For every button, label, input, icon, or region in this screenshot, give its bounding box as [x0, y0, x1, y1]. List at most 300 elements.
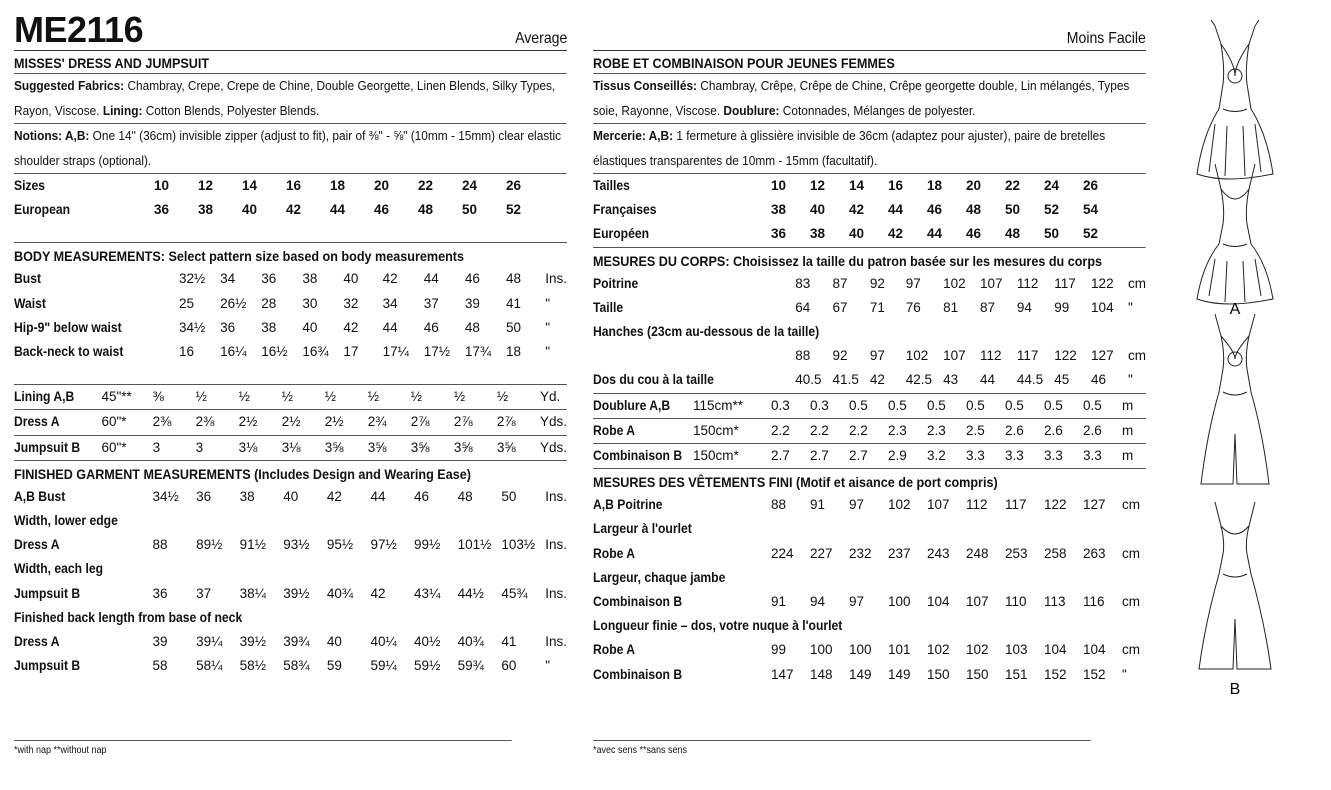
cell-value: 46: [1091, 372, 1107, 388]
header: [593, 8, 1146, 51]
unit: m: [1122, 448, 1134, 464]
table-row: [593, 566, 1146, 590]
table-row: [593, 663, 1146, 687]
cell-value: 91: [810, 497, 826, 513]
cell-value: 76: [905, 299, 921, 315]
cell-value: ½: [195, 389, 207, 405]
table-row: [14, 316, 567, 340]
notions-label: Mercerie: A,B:: [593, 128, 674, 143]
cell-value: 107: [966, 594, 989, 610]
cell-value: 102: [905, 348, 929, 364]
table-row: [14, 654, 567, 678]
cell-value: 48: [1005, 226, 1021, 242]
cell-value: 42: [888, 226, 904, 242]
cell-value: 40: [302, 319, 318, 335]
cell-value: 52: [506, 202, 522, 218]
cell-value: 39½: [283, 585, 310, 601]
row-label: [593, 368, 727, 392]
cell-value: 50: [1005, 202, 1021, 218]
cell-value: 3⅝: [496, 439, 516, 455]
row-label-text: Poitrine: [593, 275, 639, 291]
cell-value: 40: [343, 271, 359, 287]
notions-paragraph: [593, 124, 1145, 174]
cell-value: 17¾: [464, 344, 492, 360]
body-measurements-heading: MESURES DU CORPS: Choisissez la taille du patron basée sur les mesures du corps: [593, 247, 1145, 272]
cell-value: 2.7: [810, 448, 829, 464]
row-label-text: Robe A: [593, 642, 636, 658]
divider: [14, 222, 567, 243]
cell-value: 40: [810, 202, 826, 218]
table-row: [593, 344, 1146, 368]
cell-value: 43: [943, 372, 959, 388]
sizes-table: [14, 174, 567, 222]
unit: Ins.: [545, 488, 567, 504]
cell-value: 40: [849, 226, 865, 242]
cell-value: 224: [771, 545, 794, 561]
row-label: [14, 340, 136, 364]
cell-value: 40¾: [457, 634, 484, 650]
divider: [14, 364, 567, 385]
fabric-width: [102, 198, 154, 222]
cell-value: 71: [869, 299, 885, 315]
cell-value: 46: [414, 488, 430, 504]
cell-value: 151: [1005, 666, 1028, 682]
table-row: [593, 296, 1146, 320]
cell-value: 34½: [152, 488, 179, 504]
row-label: [14, 267, 136, 291]
cell-value: 2.2: [810, 422, 829, 438]
footnote-en: *with nap **without nap: [14, 740, 512, 756]
cell-value: 58¼: [196, 658, 223, 674]
cell-value: 81: [943, 299, 959, 315]
fabric-width: [693, 542, 771, 566]
cell-value: 104: [1083, 642, 1106, 658]
cell-value: 107: [927, 497, 950, 513]
cell-value: 44: [979, 372, 996, 388]
cell-value: 20: [966, 178, 982, 193]
cell-value: 36: [196, 488, 212, 504]
cell-value: 67: [832, 299, 848, 315]
fabrics-paragraph: [593, 74, 1145, 124]
cell-value: 18: [505, 344, 521, 360]
fabric-width: [727, 296, 795, 320]
cell-value: 42: [343, 319, 359, 335]
header: [14, 8, 567, 51]
finished-measurements-heading: FINISHED GARMENT MEASUREMENTS (Includes Design and Wearing Ease): [14, 465, 471, 482]
unit: ": [545, 658, 551, 674]
cell-value: 127: [1091, 348, 1114, 364]
notions-label: Notions: A,B:: [14, 128, 90, 143]
table-row: [14, 340, 567, 364]
row-label: [593, 590, 693, 614]
cell-value: 38¼: [239, 585, 266, 601]
cell-value: 2.6: [1005, 422, 1024, 438]
cell-value: 40: [242, 202, 258, 218]
table-row: [14, 582, 567, 606]
notions-paragraph: [14, 124, 566, 174]
cell-value: 3: [195, 439, 204, 455]
cell-value: 99: [1054, 299, 1070, 315]
cell-value: 248: [966, 545, 989, 561]
cell-value: 3⅝: [367, 439, 387, 455]
row-label-text: Doublure A,B: [593, 397, 671, 413]
cell-value: 18: [927, 178, 943, 193]
cell-value: 95½: [326, 537, 354, 553]
cell-value: ½: [453, 389, 466, 405]
notions-text: One 14" (36cm) invisible zipper (adjust to fit), pair of ⅜" - ⅝" (10mm - 15mm) clear elastic shoulder straps (optional).: [14, 128, 562, 168]
cell-value: 42: [286, 202, 302, 218]
fabric-width: [136, 292, 179, 316]
cell-value: 50: [462, 202, 478, 218]
fabric-width: [136, 267, 179, 291]
table-row: [593, 614, 1146, 638]
cell-value: 104: [1044, 642, 1067, 658]
cell-value: 16: [888, 178, 904, 193]
notions-text: 1 fermeture à glissière invisible de 36cm (adaptez pour ajuster), paire de bretelles élastiques transparentes de 10mm - 15mm (facultatif).: [593, 128, 1106, 168]
cell-value: 12: [810, 178, 826, 193]
cell-value: 39½: [239, 634, 266, 650]
row-label-text: Width, lower edge: [14, 513, 118, 529]
fabric-width: [693, 590, 771, 614]
cell-value: 39¾: [283, 634, 310, 650]
cell-value: 44½: [457, 585, 484, 601]
cell-value: 3.3: [1005, 448, 1024, 464]
pattern-title: MISSES' DRESS AND JUMPSUIT: [14, 51, 566, 74]
yardage-table: [593, 393, 1146, 470]
row-label: [593, 614, 1146, 638]
cell-value: 2⅜: [195, 414, 215, 430]
fabric-width: [693, 174, 771, 198]
cell-value: 100: [888, 594, 911, 610]
cell-value: 97: [849, 594, 865, 610]
cell-value: 88: [152, 537, 168, 553]
lining-text: Cotton Blends, Polyester Blends.: [142, 102, 320, 118]
finished-measurements-table: [14, 485, 567, 679]
row-label: [14, 485, 102, 509]
yardage-table: [14, 385, 567, 461]
cell-value: 3.2: [927, 448, 946, 464]
cell-value: 26: [1083, 178, 1099, 193]
cell-value: 148: [810, 666, 833, 682]
fabric-width: [693, 493, 771, 517]
pattern-code: ME2116: [14, 9, 144, 50]
cell-value: 38: [771, 202, 787, 218]
cell-value: 54: [1083, 202, 1099, 218]
english-column: [14, 8, 567, 678]
table-row: [593, 272, 1146, 296]
row-label: [14, 509, 567, 533]
cell-value: 18: [330, 178, 346, 193]
cell-value: 52: [1044, 202, 1060, 218]
row-label: [593, 566, 1146, 590]
row-label: [14, 174, 102, 198]
cell-value: 91: [771, 594, 787, 610]
table-row: [14, 557, 567, 581]
cell-value: 36: [220, 319, 236, 335]
cell-value: 38: [198, 202, 214, 218]
cell-value: 0.5: [849, 397, 868, 413]
unit: ": [1128, 299, 1133, 315]
cell-value: 2.3: [888, 422, 907, 438]
cell-value: 232: [849, 545, 872, 561]
unit: cm: [1128, 275, 1146, 291]
cell-value: 40.5: [795, 372, 822, 388]
lining-label: Lining:: [102, 102, 143, 118]
cell-value: 48: [505, 271, 521, 287]
cell-value: ½: [410, 389, 423, 405]
cell-value: 122: [1044, 497, 1067, 513]
row-label-text: Lining A,B: [14, 389, 75, 405]
fabric-width: [727, 344, 795, 368]
row-label-text: Hanches (23cm au-dessous de la taille): [593, 324, 820, 340]
difficulty-label: Average: [514, 30, 567, 47]
cell-value: 50: [1044, 226, 1060, 242]
cell-value: 0.5: [1005, 397, 1024, 413]
cell-value: 32½: [179, 271, 206, 287]
body-measurements-table: [593, 272, 1146, 393]
cell-value: 46: [464, 271, 480, 287]
cell-value: 122: [1091, 275, 1114, 291]
cell-value: 103½: [501, 537, 536, 553]
unit: Ins.: [545, 585, 567, 601]
row-label: [593, 418, 693, 443]
cell-value: 40¼: [370, 634, 397, 650]
fabrics-label: Tissus Conseillés:: [593, 78, 698, 93]
table-row: [593, 320, 1146, 344]
cell-value: 112: [966, 497, 988, 513]
cell-value: ½: [238, 389, 250, 405]
cell-value: 113: [1044, 594, 1066, 610]
cell-value: 2.9: [888, 448, 907, 464]
cell-value: 122: [1054, 348, 1077, 364]
cell-value: 17½: [423, 344, 451, 360]
fabric-width: [102, 654, 153, 678]
cell-value: 58½: [239, 658, 266, 674]
cell-value: 14: [242, 178, 258, 193]
cell-value: 88: [795, 348, 811, 364]
row-label: [14, 435, 101, 460]
cell-value: 38: [810, 226, 826, 242]
cell-value: 46: [927, 202, 943, 218]
cell-value: 3⅛: [281, 439, 301, 455]
row-label-text: Robe A: [593, 422, 636, 438]
fabric-width: [693, 222, 771, 246]
cell-value: 152: [1083, 666, 1106, 682]
unit: m: [1122, 397, 1134, 413]
cell-value: 94: [810, 594, 826, 610]
table-row: [14, 292, 567, 316]
finished-measurements-heading: MESURES DES VÊTEMENTS FINI (Motif et aisance de port compris): [593, 474, 998, 491]
row-label: [14, 630, 102, 654]
fabric-width: [727, 272, 795, 296]
cell-value: 42: [370, 585, 386, 601]
cell-value: 52: [1083, 226, 1099, 242]
cell-value: 112: [979, 348, 1002, 364]
row-label-text: Combinaison B: [593, 448, 683, 464]
cell-value: 59½: [414, 658, 441, 674]
fabrics-text: Chambray, Crepe, Crepe de Chine, Double Georgette, Linen Blends, Silky Types, Rayon, Viscose.: [14, 78, 556, 118]
cell-value: 44: [382, 319, 398, 335]
difficulty-label: Moins Facile: [1066, 30, 1146, 47]
table-row: [14, 485, 567, 509]
row-label: [593, 344, 727, 368]
unit: ": [1128, 372, 1133, 388]
dress-a-back-illustration: [1197, 164, 1273, 304]
cell-value: 41: [501, 634, 517, 650]
cell-value: 2.6: [1044, 422, 1063, 438]
fabric-width: 60"*: [101, 414, 127, 430]
row-label-text: Hip-9" below waist: [14, 319, 122, 335]
unit: cm: [1122, 642, 1140, 658]
cell-value: 24: [1044, 178, 1060, 193]
cell-value: 60: [501, 658, 517, 674]
illustration-label-a: A: [1229, 301, 1241, 318]
cell-value: 2½: [281, 414, 301, 430]
row-label: [14, 410, 101, 435]
cell-value: 46: [374, 202, 390, 218]
cell-value: 40½: [414, 634, 441, 650]
cell-value: 152: [1044, 666, 1067, 682]
row-label: [14, 557, 567, 581]
cell-value: 39: [152, 634, 168, 650]
cell-value: 97: [849, 497, 865, 513]
cell-value: 2⅞: [496, 414, 516, 430]
cell-value: 3: [152, 439, 161, 455]
unit: cm: [1122, 594, 1140, 610]
cell-value: 44: [423, 271, 439, 287]
cell-value: 3.3: [966, 448, 985, 464]
row-label: [14, 606, 567, 630]
row-label-text: Combinaison B: [593, 594, 683, 610]
row-label-text: Tailles: [593, 178, 630, 193]
cell-value: 127: [1083, 497, 1106, 513]
cell-value: 0.5: [1044, 397, 1063, 413]
row-label: [14, 654, 102, 678]
table-row: [593, 393, 1146, 418]
table-row: [593, 368, 1146, 392]
cell-value: 59¾: [457, 658, 484, 674]
table-row: [14, 198, 567, 222]
unit: ": [545, 344, 551, 360]
cell-value: 0.5: [888, 397, 907, 413]
unit: m: [1122, 422, 1134, 438]
unit: [1122, 222, 1146, 246]
cell-value: 91½: [239, 537, 266, 553]
cell-value: 44: [888, 202, 904, 218]
cell-value: 0.5: [1083, 397, 1102, 413]
row-label-text: Dress A: [14, 537, 60, 553]
row-label: [14, 316, 136, 340]
row-label-text: Largeur à l'ourlet: [593, 521, 692, 537]
row-label-text: Largeur, chaque jambe: [593, 569, 726, 585]
cell-value: 243: [927, 545, 950, 561]
cell-value: 2.7: [771, 448, 790, 464]
cell-value: 150: [966, 666, 989, 682]
table-row: [14, 385, 567, 410]
cell-value: 38: [261, 319, 277, 335]
table-row: [593, 198, 1146, 222]
cell-value: 37: [423, 295, 439, 311]
cell-value: 40¾: [326, 585, 354, 601]
cell-value: 42: [849, 202, 865, 218]
table-row: [14, 267, 567, 291]
cell-value: 2.2: [771, 422, 790, 438]
french-column: [593, 8, 1146, 687]
fabric-width: 150cm*: [693, 422, 739, 438]
cell-value: 16¾: [302, 344, 329, 360]
table-row: [593, 517, 1146, 541]
cell-value: 34½: [179, 319, 206, 335]
fabrics-paragraph: [14, 74, 566, 124]
cell-value: 2.5: [966, 422, 985, 438]
table-row: [593, 222, 1146, 246]
cell-value: 3⅝: [410, 439, 430, 455]
cell-value: 2.2: [849, 422, 868, 438]
row-label: [14, 582, 102, 606]
cell-value: 104: [927, 594, 950, 610]
unit: [550, 198, 567, 222]
cell-value: 150: [927, 666, 950, 682]
sizes-table: [593, 174, 1146, 247]
cell-value: 59¼: [370, 658, 397, 674]
table-row: [593, 493, 1146, 517]
lining-text: Cotonnades, Mélanges de polyester.: [779, 102, 976, 118]
fabric-width: [102, 174, 154, 198]
cell-value: 58¾: [283, 658, 310, 674]
row-label: [593, 542, 693, 566]
table-row: [14, 509, 567, 533]
unit: [1122, 174, 1146, 198]
garment-illustrations: [1185, 14, 1285, 704]
cell-value: 16: [179, 344, 195, 360]
cell-value: 38: [239, 488, 255, 504]
row-label-text: European: [14, 202, 71, 218]
cell-value: 258: [1044, 545, 1067, 561]
cell-value: 44: [330, 202, 346, 218]
cell-value: 48: [464, 319, 480, 335]
cell-value: 227: [810, 545, 833, 561]
row-label: [593, 493, 693, 517]
row-label: [14, 533, 102, 557]
table-row: [593, 590, 1146, 614]
cell-value: 117: [1016, 348, 1039, 364]
cell-value: 104: [1091, 299, 1114, 315]
cell-value: 116: [1083, 594, 1105, 610]
unit: [550, 174, 567, 198]
cell-value: 101: [888, 642, 911, 658]
cell-value: 41.5: [832, 372, 859, 388]
cell-value: 102: [943, 275, 966, 291]
fabric-width: [693, 638, 771, 662]
fabric-width: [693, 198, 771, 222]
cell-value: 101½: [457, 537, 492, 553]
cell-value: 40: [283, 488, 299, 504]
cell-value: 117: [1005, 497, 1027, 513]
cell-value: 2.6: [1083, 422, 1102, 438]
cell-value: 45: [1054, 372, 1070, 388]
cell-value: 102: [888, 497, 911, 513]
row-label-text: Jumpsuit B: [14, 658, 81, 674]
dress-a-front-illustration: [1197, 20, 1273, 179]
cell-value: 17¼: [382, 344, 409, 360]
unit: cm: [1122, 497, 1140, 513]
cell-value: 48: [966, 202, 982, 218]
cell-value: 58: [152, 658, 168, 674]
cell-value: 102: [927, 642, 950, 658]
fabric-width: [102, 582, 153, 606]
row-label: [14, 198, 102, 222]
cell-value: 36: [771, 226, 787, 242]
